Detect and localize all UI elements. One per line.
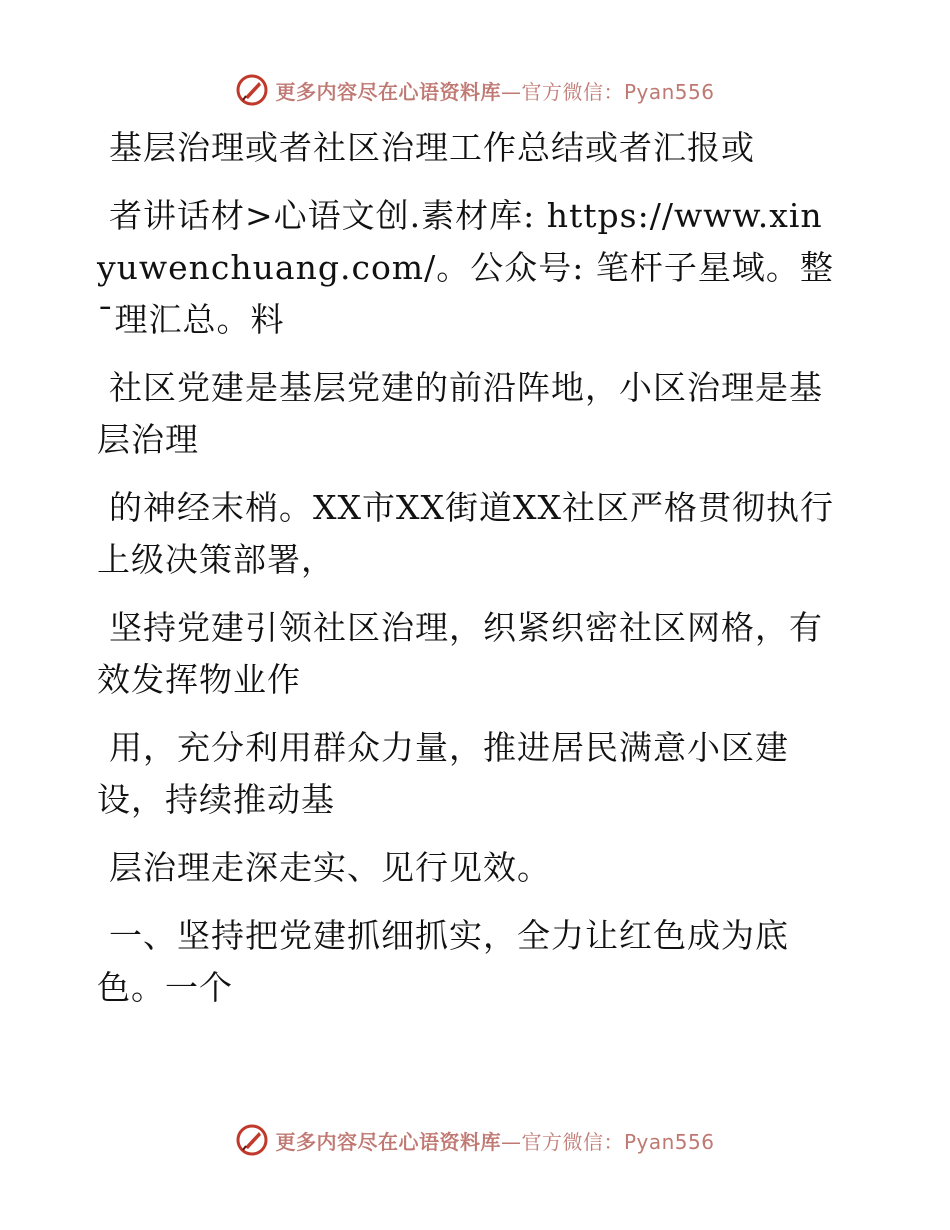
header-contact-text: —官方微信：Pyan556 xyxy=(500,79,715,104)
section-heading: 一、坚持把党建抓细抓实，全力让红色成为底色。一个 xyxy=(97,916,789,1007)
document-body xyxy=(97,122,842,1030)
footer-brand-text: 更多内容尽在心语资料库 xyxy=(275,1129,501,1154)
paragraph: 坚持党建引领社区治理，织紧织密社区网格，有效发挥物业作 xyxy=(97,608,823,699)
paragraph-title: 基层治理或者社区治理工作总结或者汇报或 xyxy=(109,128,755,167)
header-banner-text xyxy=(275,76,714,105)
footer-contact-text: —官方微信：Pyan556 xyxy=(500,1129,715,1154)
paragraph-source-note: 者讲话材>心语文创.素材库: https://www.xinyuwenchuang.com/。公众号: 笔杆子星域。整¯理汇总。料 xyxy=(97,196,834,339)
header-brand-text: 更多内容尽在心语资料库 xyxy=(275,79,501,104)
quill-logo-icon xyxy=(235,73,269,107)
header-banner xyxy=(0,70,950,110)
paragraph: 用，充分利用群众力量，推进居民满意小区建设，持续推动基 xyxy=(97,728,789,819)
paragraph: 社区党建是基层党建的前沿阵地，小区治理是基层治理 xyxy=(97,368,823,459)
paragraph: 层治理走深走实、见行见效。 xyxy=(109,848,551,887)
footer-banner xyxy=(0,1120,950,1160)
quill-logo-icon xyxy=(235,1123,269,1157)
paragraph: 的神经末梢。XX市XX街道XX社区严格贯彻执行上级决策部署， xyxy=(97,488,834,579)
footer-banner-text xyxy=(275,1126,714,1155)
